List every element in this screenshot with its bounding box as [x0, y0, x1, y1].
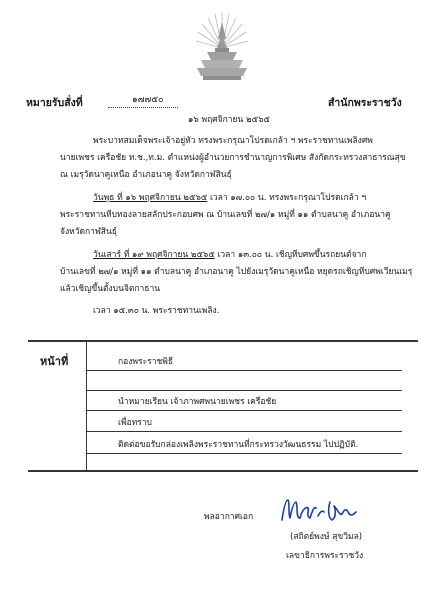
body-para2-date: วันพุธ ที่ ๑๖ พฤศจิกายน ๒๕๖๕ [93, 193, 208, 203]
body-para2-time: เวลา ๑๗.๐๐ น. ทรงพระกรุณาโปรดเกล้า ฯ [207, 193, 367, 203]
duty-divider [86, 342, 87, 470]
duty-row4: เพื่อทราบ [118, 418, 152, 428]
body-para3-line1 [93, 250, 366, 261]
duty-row5: ติดต่อขอรับกล่องเพลิงพระราชทานที่กระทรวงวัฒนธรรม ไปปฏิบัติ. [118, 440, 359, 450]
handwritten-signature [276, 494, 366, 528]
duty-bottom-rule [28, 470, 418, 472]
body-para1-line1: พระบาทสมเด็จพระเจ้าอยู่หัว ทรงพระกรุณาโปรดเกล้า ฯ พระราชทานเพลิงศพ [93, 136, 373, 146]
body-para1-line3: ณ เมรุวัดนาคูเหนือ อำเภอนาคู จังหวัดกาฬสินธุ์ [60, 170, 232, 180]
duty-row1-line [86, 370, 402, 371]
body-para2-line1 [93, 193, 366, 204]
body-para2-line3: จังหวัดกาฬสินธุ์ [60, 227, 117, 237]
body-para3-line2: บ้านเลขที่ ๒๗/๑ หมู่ที่ ๑๑ ตำบลนาคู อำเภอนาคู ไปยังเมรุวัดนาคูเหนือ หยุดรถเชิญหีบศพเวียนเมรุ [60, 267, 413, 277]
body-para4: เวลา ๑๕.๓๐ น. พระราชทานเพลิง. [93, 306, 220, 316]
duty-row3-line [86, 410, 402, 411]
body-para2-line2: พระราชทานหีบทองลายสลักประกอบศพ ณ บ้านเลขที่ ๒๗/๑ หมู่ที่ ๑๑ ตำบลนาคู อำเภอนาคู [60, 210, 391, 220]
document-date: ๑๖ พฤศจิกายน ๒๕๖๕ [188, 115, 270, 125]
duty-row3: นำหมายเรียน เจ้าภาพศพนายเพชร เครือชัย [118, 397, 277, 407]
body-para3-line3: แล้วเชิญขึ้นตั้งบนจิตกาธาน [60, 284, 161, 294]
signer-name: (สถิตย์พงษ์ สุขวิมล) [290, 532, 363, 542]
order-number-field [108, 94, 178, 108]
body-para3-time: เวลา ๑๓.๐๐ น. เชิญหีบศพขึ้นรถยนต์จาก [214, 250, 367, 260]
order-number: ๑๗๗๕๐ [132, 95, 164, 105]
signer-rank: พลอากาศเอก [204, 512, 254, 522]
duty-row1: กองพระราชพิธี [118, 357, 174, 367]
duty-row4-line [86, 431, 402, 432]
duty-row5-line [86, 453, 402, 454]
royal-crown-emblem-icon [193, 8, 251, 86]
body-para1-line2: นายเพชร เครือชัย ท.ช.,ท.ม. ตำแหน่งผู้อำนวยการชำนาญการพิเศษ สังกัดกระทรวงสาธารณสุข [60, 153, 406, 163]
duty-row2-line [86, 390, 402, 391]
signer-position: เลขาธิการพระราชวัง [286, 551, 364, 561]
office-name: สำนักพระราชวัง [328, 97, 402, 109]
order-label: หมายรับสั่งที่ [26, 97, 83, 109]
body-para3-date: วันเสาร์ ที่ ๑๙ พฤศจิกายน ๒๕๖๕ [93, 250, 215, 260]
duty-label: หน้าที่ [40, 355, 69, 368]
